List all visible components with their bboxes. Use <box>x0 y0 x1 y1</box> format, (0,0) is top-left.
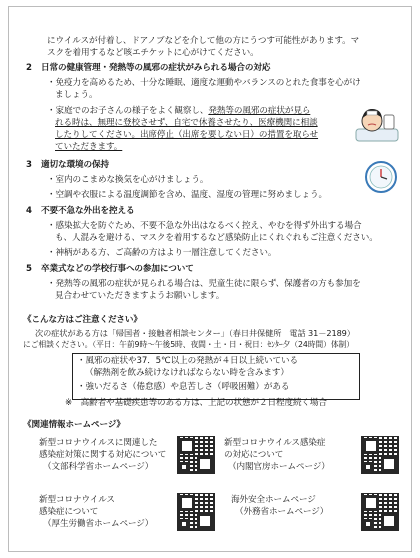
qr-code-cas-icon[interactable] <box>361 436 399 474</box>
link-mext-line-2: 感染症対策に関する対応について <box>39 450 167 460</box>
link-cas-line-2: の対応について <box>224 450 284 460</box>
symptom-1-note: （解熱剤を飲み続けなければならない時を含みます） <box>85 368 289 378</box>
contact-line-1: 次の症状がある方は「帰国者・接触者相談センター」（春日井保健所 電話 31－2189） <box>35 328 355 338</box>
section-3-bullet-1: ・室内のこまめな換気を心がけましょう。 <box>47 175 209 185</box>
contact-line-2: にご相談ください。（平日：午前9時～午後5時、夜間・土・日・祝日：ｾﾝﾀｰ夕（24時間）体制） <box>23 340 354 349</box>
section-5-title: 卒業式などの学校行事への参加について <box>41 264 194 274</box>
contact-heading: 《こんな方はご注意ください》 <box>23 315 142 325</box>
section-4-title: 不要不急な外出を控える <box>41 206 135 216</box>
link-cas-line-1: 新型コロナウイルス感染症 <box>224 438 326 448</box>
link-mhlw-line-2: 感染症について <box>39 507 99 517</box>
qr-code-mext-icon[interactable] <box>177 436 215 474</box>
section-2-bullet-2-line-1: ・家庭でのお子さんの様子をよく観察し、発熱等の風邪の症状が見ら <box>47 106 311 116</box>
section-4-bullet-2: ・神柄がある方、ご高齢の方はより一層注意してください。 <box>47 248 277 258</box>
symptom-2: ・強いだるさ（倦怠感）や息苦しさ（呼吸困難）がある <box>77 382 290 392</box>
section-5-number: 5 <box>26 264 32 274</box>
link-mext-line-1: 新型コロナウイルスに関連した <box>39 438 158 448</box>
qr-code-mhlw-icon[interactable] <box>177 493 215 531</box>
intro-line-2: スクを着用するなど咳エチケットに心がけてください。 <box>47 48 259 58</box>
section-2-bullet-1-line-2: ましょう。 <box>55 90 98 100</box>
qr-code-mofa-icon[interactable] <box>361 493 399 531</box>
sick-person-icon <box>354 103 400 143</box>
section-2-bullet-1-line-1: ・免疫力を高めるため、十分な睡眠、適度な運動やバランスのとれた食事を心がけ <box>47 78 361 88</box>
section-4-bullet-1-line-1: ・感染拡大を防ぐため、不要不急な外出はなるべく控え、やむを得ず外出する場合 <box>47 221 362 231</box>
link-mofa-line-2: （外務省ホームページ） <box>235 507 329 517</box>
highlight-text: 発熱等の風邪の症状が見ら <box>208 106 311 116</box>
section-5-bullet-1-line-2: 見合わせていただきますようお願いします。 <box>55 291 225 301</box>
link-mofa-line-1: 海外安全ホームページ <box>231 495 316 505</box>
section-2-bullet-2-line-4: ていただきます。 <box>55 142 123 152</box>
section-3-title: 適切な環境の保持 <box>41 160 109 170</box>
links-heading: 《関連情報ホームページ》 <box>23 420 125 430</box>
link-cas-line-3: （内閣官房ホームページ） <box>228 462 330 472</box>
document-page <box>8 6 412 552</box>
section-3-number: 3 <box>26 160 32 170</box>
section-2-bullet-2-line-2: れる時は、無理に登校させず、自宅で休養させたり、医療機関に相談 <box>55 118 318 128</box>
section-3-bullet-2: ・空調や衣服による温度調節を含め、温度、湿度の管理に努めましょう。 <box>47 190 327 200</box>
section-4-number: 4 <box>26 206 32 216</box>
link-mext-line-3: （文部科学省ホームページ） <box>43 462 154 472</box>
section-2-title: 日常の健康管理・発熱等の風邪の症状がみられる場合の対応 <box>41 63 271 73</box>
elderly-note: ※ 高齢者や基礎疾患等のある方は、上記の状態が２日程度続く場合 <box>65 398 327 408</box>
symptom-1: ・風邪の症状や37．5℃以上の発熱が４日以上続いている <box>77 356 299 366</box>
section-5-bullet-1-line-1: ・発熱等の風邪の症状が見られる場合は、児童生徒に限らず、保護者の方も参加を <box>47 279 361 289</box>
intro-line-1: にウイルスが付着し、ドアノブなどを介して他の方にうつす可能性があります。マ <box>47 36 360 46</box>
link-mhlw-line-1: 新型コロナウイルス <box>39 495 115 505</box>
link-mhlw-line-3: （厚生労働省ホームページ） <box>43 519 154 529</box>
section-4-bullet-1-line-2: も、人混みを避ける、マスクを着用するなど感染防止にくれぐれもご注意ください。 <box>55 233 378 243</box>
clock-icon <box>361 159 401 195</box>
section-2-bullet-2-line-3: したりしてください。出席停止（出席を要しない日）の措置を取らせ <box>55 130 319 140</box>
section-2-number: 2 <box>26 63 32 73</box>
